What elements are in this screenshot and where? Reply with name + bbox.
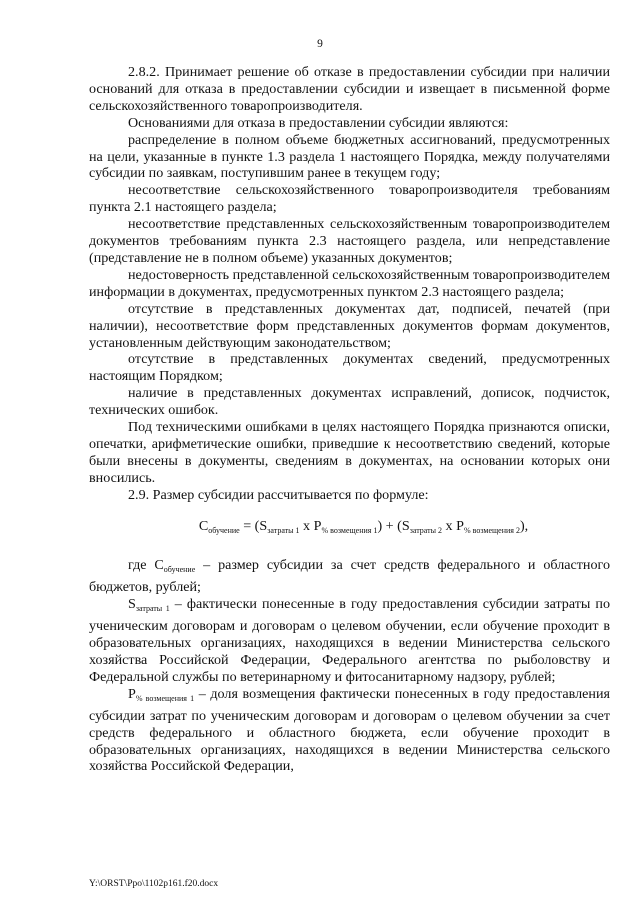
subsidy-formula [117, 518, 610, 540]
paragraph-ground-1: распределение в полном объеме бюджетных ассигнований, предусмотренных на цели, указанные в пункте 1.3 раздела 1 настоящего Порядка, между получателями субсидии по заявкам, поступившим ранее в текущем году; [89, 131, 610, 182]
paragraph-ground-5: отсутствие в представленных документах дат, подписей, печатей (при наличии), несоответствие форм представленных документов формам документов, установленным действующим законодательством; [89, 300, 610, 351]
formula-p1-subscript: % возмещения 1 [321, 525, 378, 535]
definition-c-text: – размер субсидии за счет средств федерального и областного бюджетов, рублей; [89, 557, 610, 596]
definition-s-text: – фактически понесенные в году предоставления субсидии затраты по ученическим договорам и договорам о целевом обучении, если обучение проходит в образовательных организациях, находящихся в ведении Министерства сельского хозяйства Российской Федерации, Федерального агентства по рыболовству и Федеральной службы по ветеринарному и фитосанитарному надзору, рублей; [89, 596, 611, 685]
paragraph-ground-6: отсутствие в представленных документах сведений, предусмотренных настоящим Порядком; [89, 351, 610, 385]
formula-x2: х Р [442, 517, 464, 534]
definition-p-subscript: % возмещения 1 [135, 693, 195, 703]
formula-p2-subscript: % возмещения 2 [463, 525, 520, 535]
formula-mid: ) + (S [377, 517, 410, 534]
definition-p-text: – доля возмещения фактически понесенных в году предоставления субсидии затрат по ученическим договорам и договорам о целевом обучении за счет средств федерального и областного бюджета, если обучение проходит в образовательных организациях, находящихся в ведении Министерства сельского хозяйства Российской Федерации, [89, 685, 610, 775]
paragraph-ground-2: несоответствие сельскохозяйственного товаропроизводителя требованиям пункта 2.1 настоящего раздела; [89, 182, 610, 216]
paragraph-technical-errors: Под техническими ошибками в целях настоящего Порядка признаются описки, опечатки, арифметические ошибки, приведшие к несоответствию сведений, которые были внесены в документы, сведениям в документах, на основании которых они вносились. [89, 419, 610, 486]
document-body [89, 64, 610, 775]
definition-c-subscript: обучение [163, 565, 196, 575]
formula-s2-subscript: затраты 2 [409, 525, 443, 535]
definition-s-symbol: S [128, 596, 136, 613]
paragraph-2-9: 2.9. Размер субсидии рассчитывается по формуле: [128, 486, 429, 503]
paragraph-grounds-intro: Основаниями для отказа в предоставлении субсидии являются: [128, 114, 509, 131]
definition-s-zatraty-1 [89, 596, 610, 686]
paragraph-ground-3: несоответствие представленных сельскохозяйственным товаропроизводителем документов требованиям пункта 2.3 настоящего раздела, или непредставление (представление не в полном объеме) указанных документов; [89, 216, 610, 266]
definition-p-vozmeshcheniya-1 [89, 686, 610, 776]
page-number: 9 [317, 38, 323, 50]
formula-end: ), [519, 517, 529, 534]
definition-c-obuchenie [89, 557, 610, 596]
paragraph-ground-4: недостоверность представленной сельскохозяйственным товаропроизводителем информации в документах, предусмотренных пунктом 2.3 настоящего раздела; [89, 266, 610, 300]
definition-s-subscript: затраты 1 [135, 604, 170, 614]
paragraph-ground-7: наличие в представленных документах исправлений, дописок, подчисток, технических ошибок. [89, 385, 610, 419]
file-path-footer: Y:\ORST\Ppo\1102p161.f20.docx [89, 879, 219, 889]
formula-eq-open: = (S [239, 517, 268, 534]
formula-c: С [198, 517, 209, 534]
formula-s1-subscript: затраты 1 [267, 525, 300, 535]
definition-p-symbol: Р [128, 685, 136, 702]
paragraph-2-8-2: 2.8.2. Принимает решение об отказе в предоставлении субсидии при наличии оснований для отказа в предоставлении субсидии и извещает в письменной форме сельскохозяйственного товаропроизводителя. [89, 64, 610, 114]
formula-x1: х Р [299, 517, 322, 534]
definition-c-symbol: где С [128, 557, 164, 574]
formula-c-subscript: обучение [208, 525, 240, 535]
